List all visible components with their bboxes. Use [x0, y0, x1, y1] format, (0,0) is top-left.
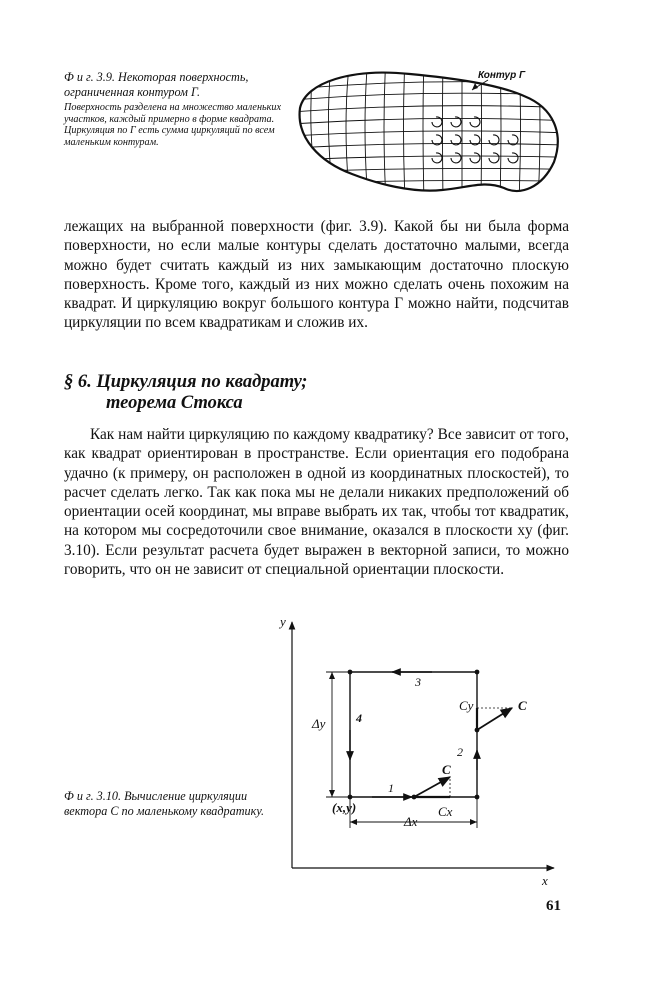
vector-c-right [477, 708, 512, 730]
figure-3-9-note: Поверхность разделена на множество маленьких участков, каждый примерно в форме квадрата. Циркуляция по Г есть сумма циркуляций по всем маленьким контурам. [64, 102, 282, 148]
vector-c-bottom [414, 777, 450, 797]
section-number: § 6. [64, 372, 92, 392]
figure-3-10-label: Ф и г. 3.10. [64, 789, 122, 803]
section-heading [64, 372, 307, 414]
origin-label: (x,y) [332, 800, 357, 815]
section-title-line-1: Циркуляция по квадрату; [96, 372, 308, 392]
delta-y-label: Δy [312, 716, 326, 731]
delta-x-label: Δx [404, 814, 418, 829]
cy-label: Cy [459, 698, 474, 713]
vector-c-label-right: C [518, 698, 527, 713]
side-4-label: 4 [356, 711, 362, 725]
side-2-label: 2 [457, 745, 463, 759]
figure-3-10-circulation-diagram [272, 610, 572, 892]
contour-gamma-label: Контур Г [478, 70, 526, 81]
paragraph-1: лежащих на выбранной поверхности (фиг. 3.9). Какой бы ни была форма поверхности, но если малые контуры сделать достаточно малыми, всегда можно будет считать каждый из них замыкающим достаточно плоскую поверхность. Кроме того, каждый из них можно сделать очень похожим на квадрат. И циркуляцию вокруг большого контура Г можно найти, подсчитав циркуляции по всем квадратикам и сложив их. [64, 218, 569, 332]
side-3-label: 3 [415, 675, 421, 689]
side-1-label: 1 [388, 781, 394, 795]
corner-points [348, 670, 480, 800]
cx-label: Cx [438, 804, 453, 819]
figure-3-9-title: Некоторая поверхность, ограниченная контуром Г. [64, 70, 249, 99]
vector-c-label-bottom: C [442, 762, 451, 777]
figure-3-9-surface-diagram [292, 56, 592, 201]
y-axis-label: y [280, 614, 286, 629]
figure-3-10-caption [64, 789, 276, 819]
figure-3-9-label: Ф и г. 3.9. [64, 70, 115, 84]
section-title-line-2: теорема Стокса [106, 393, 243, 413]
paragraph-2: Как нам найти циркуляцию по каждому квадратику? Все зависит от того, как квадрат ориентирован в пространстве. Если ориентация его подобрана удачно (к примеру, он расположен в одной из координатных плоскостей), то расчет сделать легко. Так как пока мы не делали никаких предположений об ориентации осей координат, мы вправе выбрать их так, чтобы тот квадратик, на котором мы сосредоточили свое внимание, оказался в плоскости xy (фиг. 3.10). Если результат расчета будет выражен в векторной записи, то можно говорить, что он не зависит от специальной ориентации плоскости. [64, 426, 569, 579]
figure-3-9-caption [64, 70, 286, 148]
figure-3-10-title: Вычисление циркуляции вектора C по маленькому квадратику. [64, 789, 265, 818]
page-number: 61 [546, 898, 561, 914]
x-axis-label: x [542, 873, 548, 888]
